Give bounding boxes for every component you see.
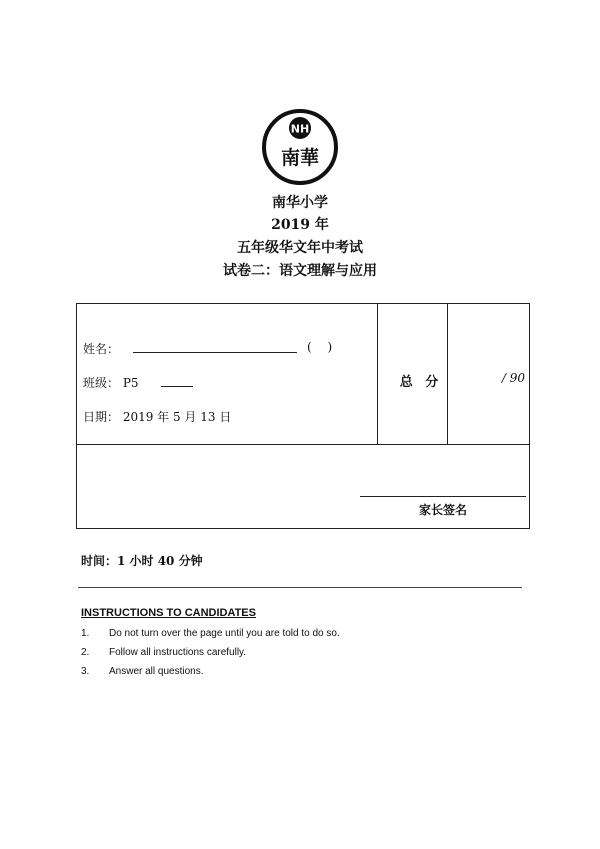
register-number-field[interactable]: ( ) xyxy=(307,340,339,354)
class-input-line[interactable] xyxy=(161,386,193,387)
instruction-text: Do not turn over the page until you are told to do so. xyxy=(109,628,340,639)
parent-signature-line[interactable] xyxy=(360,496,526,497)
instruction-item xyxy=(81,628,340,639)
name-input-line[interactable] xyxy=(133,352,297,353)
school-logo xyxy=(261,108,339,186)
school-name: 南华小学 xyxy=(272,195,328,211)
paper-title: 试卷二：语文理解与应用 xyxy=(223,263,377,279)
student-info-box xyxy=(76,303,530,529)
exam-title: 五年级华文年中考试 xyxy=(237,240,363,256)
total-score-max: / 90 xyxy=(501,371,525,385)
class-label: 班级： P5 xyxy=(83,376,139,390)
logo-monogram: NH xyxy=(290,122,310,136)
box-divider xyxy=(377,304,378,444)
parent-signature-label: 家长签名 xyxy=(418,503,467,517)
section-divider xyxy=(78,587,522,588)
exam-year: 2019 年 xyxy=(271,217,329,233)
instruction-number: 3. xyxy=(81,666,90,677)
instruction-item xyxy=(81,647,246,658)
total-score-label: 总 分 xyxy=(399,375,443,390)
exam-duration: 时间：1 小时 40 分钟 xyxy=(81,554,203,568)
box-divider xyxy=(447,304,448,444)
instruction-text: Follow all instructions carefully. xyxy=(109,647,247,658)
box-divider xyxy=(77,444,529,445)
name-label: 姓名： xyxy=(83,342,120,356)
instruction-number: 1. xyxy=(81,628,90,639)
instruction-text: Answer all questions. xyxy=(109,666,204,677)
instruction-number: 2. xyxy=(81,647,90,658)
instruction-item xyxy=(81,666,204,677)
date-label: 日期： 2019 年 5 月 13 日 xyxy=(83,410,232,424)
instructions-title: INSTRUCTIONS TO CANDIDATES xyxy=(81,607,256,619)
logo-name: 南華 xyxy=(280,147,320,169)
